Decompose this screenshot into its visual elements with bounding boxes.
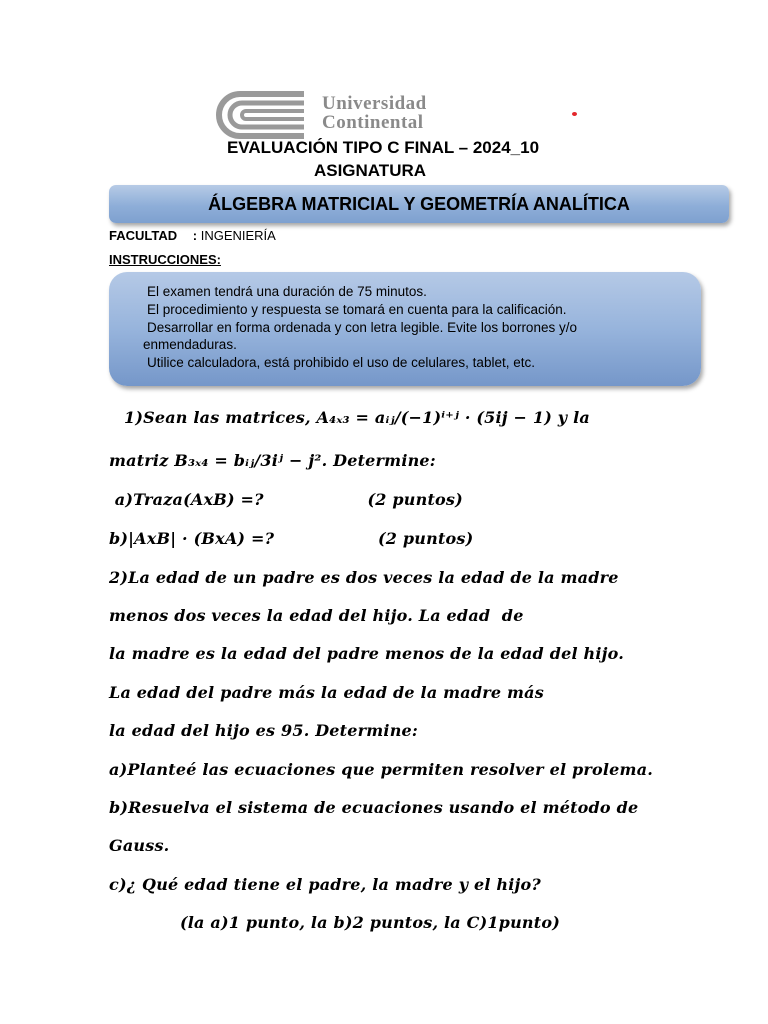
question-line: a)Traza(AxB) =? (2 puntos) <box>109 490 463 509</box>
question-line: c)¿ Qué edad tiene el padre, la madre y el hijo? <box>109 875 541 894</box>
faculty-separator: : <box>192 228 198 243</box>
instruction-line: enmendaduras. <box>143 337 237 352</box>
question-line: b)Resuelva el sistema de ecuaciones usando el método de <box>109 798 639 817</box>
faculty-row <box>109 228 276 243</box>
exam-title <box>0 138 768 181</box>
subject-title: ÁLGEBRA MATRICIAL Y GEOMETRÍA ANALÍTICA <box>208 193 630 214</box>
question-line: la madre es la edad del padre menos de la edad del hijo. <box>109 644 624 663</box>
instruction-line: El procedimiento y respuesta se tomará en cuenta para la calificación. <box>147 302 567 317</box>
question-points-note: (la a)1 punto, la b)2 puntos, la C)1punto) <box>180 913 560 932</box>
exam-title-line-2: ASIGNATURA <box>313 161 427 180</box>
question-line: La edad del padre más la edad de la madre más <box>109 683 544 702</box>
faculty-value: INGENIERÍA <box>200 228 276 243</box>
faculty-label: FACULTAD <box>109 228 178 243</box>
logo-wordmark <box>322 94 427 132</box>
logo-line-2: Continental <box>322 112 424 133</box>
question-line: b)|AxB| · (BxA) =? (2 puntos) <box>109 529 474 548</box>
question-line: menos dos veces la edad del hijo. La edad de <box>109 606 524 625</box>
question-line: a)Planteé las ecuaciones que permiten resolver el prolema. <box>109 760 654 779</box>
question-line: la edad del hijo es 95. Determine: <box>109 721 419 740</box>
subject-banner <box>109 185 729 223</box>
exam-title-line-1: EVALUACIÓN TIPO C FINAL – 2024_10 <box>226 138 540 157</box>
logo-c-mark-icon <box>200 90 320 140</box>
university-logo <box>200 90 490 140</box>
instructions-box <box>109 272 701 386</box>
question-line: 1)Sean las matrices, A₄ₓ₃ = aᵢⱼ/(−1)ⁱ⁺ʲ · (5ij − 1) y la <box>124 408 590 427</box>
question-line: Gauss. <box>109 836 170 855</box>
question-line: 2)La edad de un padre es dos veces la edad de la madre <box>109 568 619 587</box>
instruction-line: El examen tendrá una duración de 75 minutos. <box>147 284 427 299</box>
instruction-line: Utilice calculadora, está prohibido el uso de celulares, tablet, etc. <box>147 355 535 370</box>
instruction-line: Desarrollar en forma ordenada y con letra legible. Evite los borrones y/o <box>147 320 577 335</box>
question-line: matriz B₃ₓ₄ = bᵢⱼ/3iʲ − j². Determine: <box>109 451 436 470</box>
red-dot-mark <box>572 112 577 116</box>
logo-line-1: Universidad <box>322 93 427 114</box>
instructions-heading: INSTRUCCIONES: <box>109 252 221 267</box>
